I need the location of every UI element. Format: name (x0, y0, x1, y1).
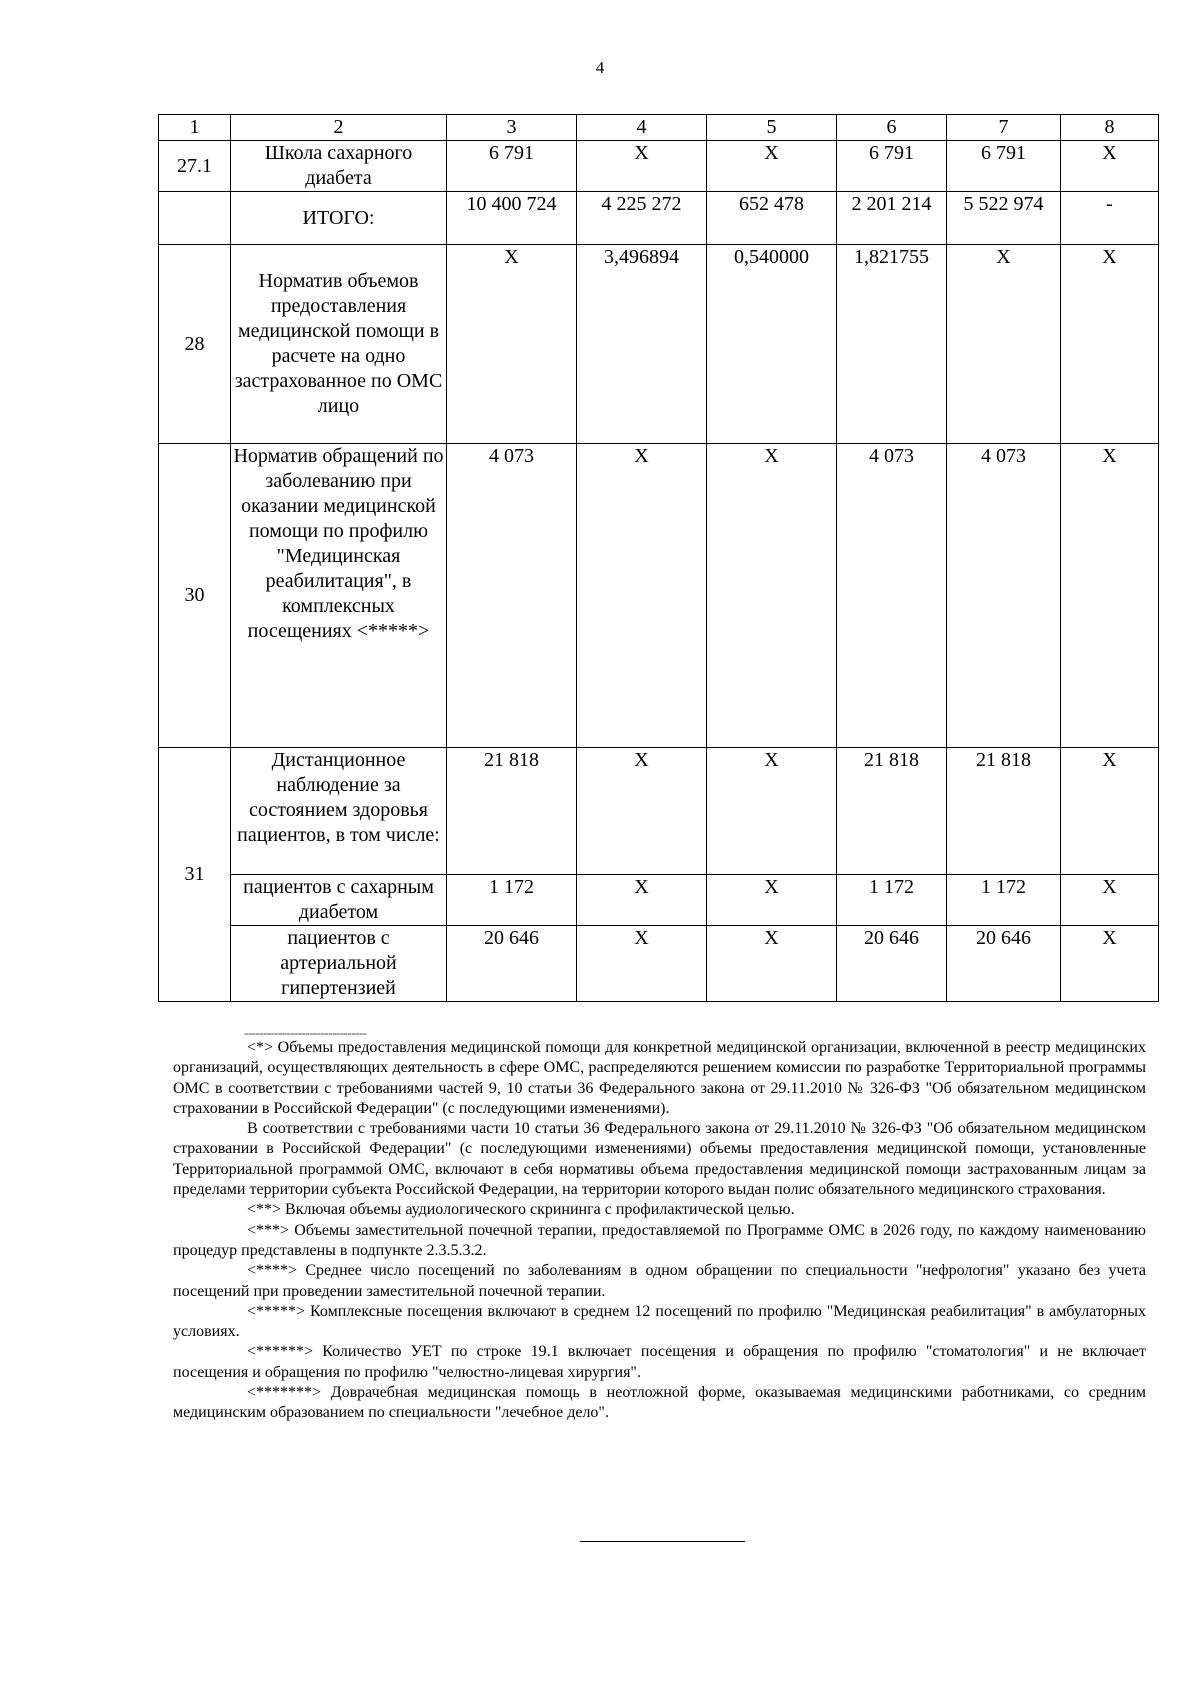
cell-col7: 21 818 (947, 748, 1061, 875)
cell-col7: 20 646 (947, 926, 1061, 1002)
col-header-2: 2 (231, 115, 447, 141)
cell-col6: 21 818 (837, 748, 947, 875)
cell-col3: 20 646 (447, 926, 577, 1002)
cell-col5: Х (707, 926, 837, 1002)
cell-col5: Х (707, 875, 837, 926)
end-rule (580, 1541, 745, 1542)
row-number (159, 192, 231, 245)
footnote-5: <*****> Комплексные посещения включают в среднем 12 посещений по профилю "Медицинская реабилитация" в амбулаторных условиях. (173, 1302, 1146, 1341)
cell-col6: 6 791 (837, 141, 947, 192)
col-header-5: 5 (707, 115, 837, 141)
cell-col8: Х (1061, 141, 1159, 192)
cell-col6: 1 172 (837, 875, 947, 926)
footnotes (173, 1038, 1146, 1424)
row-number: 30 (159, 444, 231, 748)
cell-col4: 4 225 272 (577, 192, 707, 245)
row-name: ИТОГО: (231, 192, 447, 245)
col-header-8: 8 (1061, 115, 1159, 141)
page-number: 4 (595, 58, 605, 77)
table-row (159, 245, 1159, 444)
cell-col5: Х (707, 141, 837, 192)
cell-col3: Х (447, 245, 577, 444)
cell-col5: 0,540000 (707, 245, 837, 444)
row-name: пациентов с сахарным диабетом (231, 875, 447, 926)
cell-col4: Х (577, 444, 707, 748)
row-name: пациентов с артериальной гипертензией (231, 926, 447, 1002)
cell-col4: Х (577, 748, 707, 875)
footnote-1: <*> Объемы предоставления медицинской помощи для конкретной медицинской организации, включенной в реестр медицинских организаций, осуществляющих деятельность в сфере ОМС, распределяются решением комиссии по разработке Территориальной программы ОМС в соответствии с требованиями частей 9, 10 статьи 36 Федерального закона от 29.11.2010 № 326-ФЗ "Об обязательном медицинском страховании в Российской Федерации" (с последующими изменениями). (173, 1039, 1146, 1117)
cell-col3: 10 400 724 (447, 192, 577, 245)
cell-col8: Х (1061, 444, 1159, 748)
row-number: 28 (159, 245, 231, 444)
cell-col8: - (1061, 192, 1159, 245)
col-header-6: 6 (837, 115, 947, 141)
cell-col5: 652 478 (707, 192, 837, 245)
footnote-separator: -------------------------------- (244, 1025, 367, 1040)
cell-col6: 20 646 (837, 926, 947, 1002)
cell-col5: Х (707, 748, 837, 875)
col-header-7: 7 (947, 115, 1061, 141)
cell-col8: Х (1061, 926, 1159, 1002)
cell-col4: Х (577, 141, 707, 192)
cell-col4: Х (577, 875, 707, 926)
cell-col6: 1,821755 (837, 245, 947, 444)
table-header-row (159, 115, 1159, 141)
footnote-3: <***> Объемы заместительной почечной терапии, предоставляемой по Программе ОМС в 2026 году, по каждому наименованию процедур представлены в подпункте 2.3.5.3.2. (173, 1221, 1146, 1259)
cell-col7: 4 073 (947, 444, 1061, 748)
cell-col3: 21 818 (447, 748, 577, 875)
col-header-3: 3 (447, 115, 577, 141)
table-subrow (159, 875, 1159, 926)
table-row (159, 141, 1159, 192)
row-name: Норматив объемов предоставления медицинской помощи в расчете на одно застрахованное по ОМС лицо (231, 245, 447, 444)
footnote-6: <******> Количество УЕТ по строке 19.1 включает посещения и обращения по профилю "стоматология" и не включает посещения и обращения по профилю "челюстно-лицевая хирургия". (173, 1343, 1146, 1381)
col-header-1: 1 (159, 115, 231, 141)
cell-col6: 2 201 214 (837, 192, 947, 245)
row-name: Дистанционное наблюдение за состоянием здоровья пациентов, в том числе: (231, 748, 447, 875)
table-row (159, 444, 1159, 748)
footnote-2: <**> Включая объемы аудиологического скрининга с профилактической целью. (247, 1201, 795, 1219)
footnote-7: <*******> Доврачебная медицинская помощь в неотложной форме, оказываемая медицинскими работниками, со средним медицинским образованием по специальности "лечебное дело". (173, 1384, 1146, 1422)
row-number: 27.1 (159, 141, 231, 192)
cell-col7: Х (947, 245, 1061, 444)
cell-col3: 6 791 (447, 141, 577, 192)
row-name: Школа сахарного диабета (231, 141, 447, 192)
cell-col3: 1 172 (447, 875, 577, 926)
footnote-4: <****> Среднее число посещений по заболеваниям в одном обращении по специальности "нефрология" указано без учета посещений при проведении заместительной почечной терапии. (173, 1262, 1146, 1300)
table-subrow (159, 926, 1159, 1002)
cell-col8: Х (1061, 748, 1159, 875)
data-table (158, 114, 1159, 1002)
table-row (159, 748, 1159, 875)
table-row-total (159, 192, 1159, 245)
cell-col7: 6 791 (947, 141, 1061, 192)
cell-col7: 5 522 974 (947, 192, 1061, 245)
cell-col3: 4 073 (447, 444, 577, 748)
cell-col7: 1 172 (947, 875, 1061, 926)
col-header-4: 4 (577, 115, 707, 141)
cell-col4: 3,496894 (577, 245, 707, 444)
cell-col8: Х (1061, 245, 1159, 444)
cell-col4: Х (577, 926, 707, 1002)
footnote-1-continuation: В соответствии с требованиями части 10 статьи 36 Федерального закона от 29.11.2010 № 326-ФЗ "Об обязательном медицинском страховании в Российской Федерации" (с последующими изменениями) объемы предоставления медицинской помощи, установленные Территориальной программой ОМС, включают в себя нормативы объема предоставления медицинской помощи застрахованным лицам за пределами территории субъекта Российской Федерации, на территории которого выдан полис обязательного медицинского страхования. (173, 1120, 1146, 1199)
cell-col5: Х (707, 444, 837, 748)
row-name: Норматив обращений по заболеванию при оказании медицинской помощи по профилю "Медицинская реабилитация", в комплексных посещениях <*****> (231, 444, 447, 748)
cell-col8: Х (1061, 875, 1159, 926)
row-number: 31 (159, 748, 231, 1002)
cell-col6: 4 073 (837, 444, 947, 748)
